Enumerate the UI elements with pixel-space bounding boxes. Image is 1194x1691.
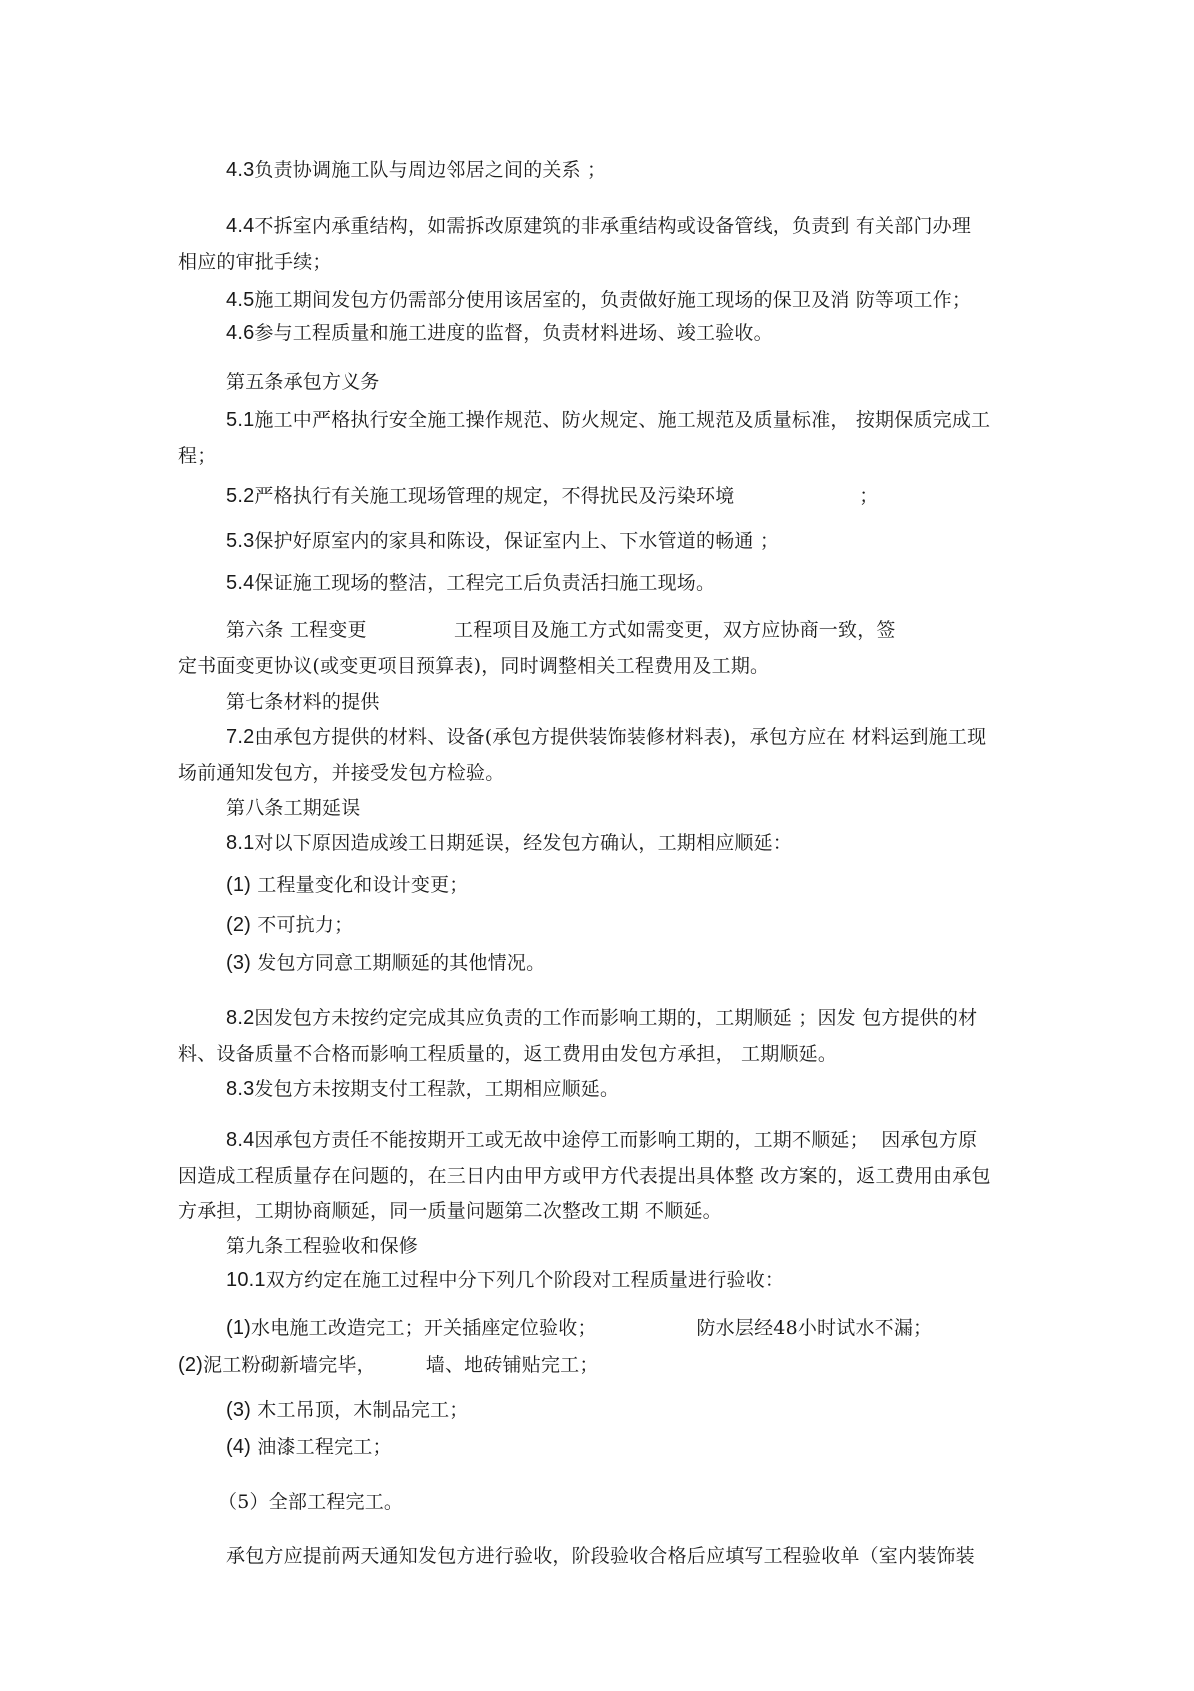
clause-8-4: 8.4因承包方责任不能按期开工或无故中途停工而影响工期的，工期不顺延； 因承包方原	[226, 1129, 978, 1151]
clause-4-4: 4.4不拆室内承重结构，如需拆改原建筑的非承重结构或设备管线，负责到 有关部门办理	[226, 215, 972, 237]
clause-8-2: 8.2因发包方未按约定完成其应负责的工作而影响工期的，工期顺延 ；因发 包方提供的材	[226, 1007, 978, 1029]
acceptance-notice: 承包方应提前两天通知发包方进行验收，阶段验收合格后应填写工程验收单（室内装饰装	[226, 1545, 975, 1567]
item-10-1-4: (4) 油漆工程完工；	[226, 1436, 392, 1458]
clause-7-2-cont: 场前通知发包方，并接受发包方检验。	[178, 762, 505, 784]
item-8-1-1: (1) 工程量变化和设计变更；	[226, 874, 469, 896]
item-10-1-3: (3) 木工吊顶，木制品完工；	[226, 1399, 469, 1421]
clause-5-1: 5.1施工中严格执行安全施工操作规范、防火规定、施工规范及质量标准， 按期保质完成工	[226, 409, 991, 431]
item-10-1-2: (2)泥工粉砌新墙完毕， 墙、地砖铺贴完工；	[178, 1354, 599, 1376]
clause-7-2: 7.2由承包方提供的材料、设备(承包方提供装饰装修材料表)，承包方应在 材料运到施工现	[226, 726, 987, 748]
clause-8-4-cont-1: 因造成工程质量存在问题的，在三日内由甲方或甲方代表提出具体整 改方案的，返工费用由承包	[178, 1165, 991, 1187]
article-6-heading: 第六条 工程变更 工程项目及施工方式如需变更，双方应协商一致，签	[226, 619, 896, 641]
item-8-1-3: (3) 发包方同意工期顺延的其他情况。	[226, 952, 546, 974]
clause-5-4: 5.4保证施工现场的整洁，工程完工后负责活扫施工现场。	[226, 572, 716, 594]
clause-5-1-cont: 程；	[178, 445, 217, 467]
article-8-heading: 第八条工期延误	[226, 797, 361, 819]
clause-4-6: 4.6参与工程质量和施工进度的监督，负责材料进场、竣工验收。	[226, 322, 773, 344]
item-10-1-1: (1)水电施工改造完工；开关插座定位验收； 防水层经48小时试水不漏；	[226, 1317, 933, 1339]
clause-10-1: 10.1双方约定在施工过程中分下列几个阶段对工程质量进行验收：	[226, 1269, 785, 1291]
article-6-cont: 定书面变更协议(或变更项目预算表)，同时调整相关工程费用及工期。	[178, 655, 770, 677]
clause-5-3: 5.3保护好原室内的家具和陈设，保证室内上、下水管道的畅通 ；	[226, 530, 780, 552]
article-7-heading: 第七条材料的提供	[226, 691, 380, 713]
clause-5-2: 5.2严格执行有关施工现场管理的规定，不得扰民及污染环境 ；	[226, 485, 879, 507]
clause-4-5: 4.5施工期间发包方仍需部分使用该居室的，负责做好施工现场的保卫及消 防等项工作；	[226, 289, 972, 311]
clause-8-4-cont-2: 方承担，工期协商顺延，同一质量问题第二次整改工期 不顺延。	[178, 1200, 722, 1222]
clause-8-2-cont: 料、设备质量不合格而影响工程质量的，返工费用由发包方承担， 工期顺延。	[178, 1043, 838, 1065]
clause-8-1: 8.1对以下原因造成竣工日期延误，经发包方确认，工期相应顺延：	[226, 832, 793, 854]
clause-4-3: 4.3负责协调施工队与周边邻居之间的关系 ；	[226, 159, 607, 181]
article-9-heading: 第九条工程验收和保修	[226, 1235, 419, 1257]
item-10-1-5: （5）全部工程完工。	[218, 1491, 404, 1513]
clause-4-4-cont: 相应的审批手续；	[178, 251, 332, 273]
item-8-1-2: (2) 不可抗力；	[226, 914, 354, 936]
clause-8-3: 8.3发包方未按期支付工程款，工期相应顺延。	[226, 1078, 620, 1100]
article-5-heading: 第五条承包方义务	[226, 371, 380, 393]
